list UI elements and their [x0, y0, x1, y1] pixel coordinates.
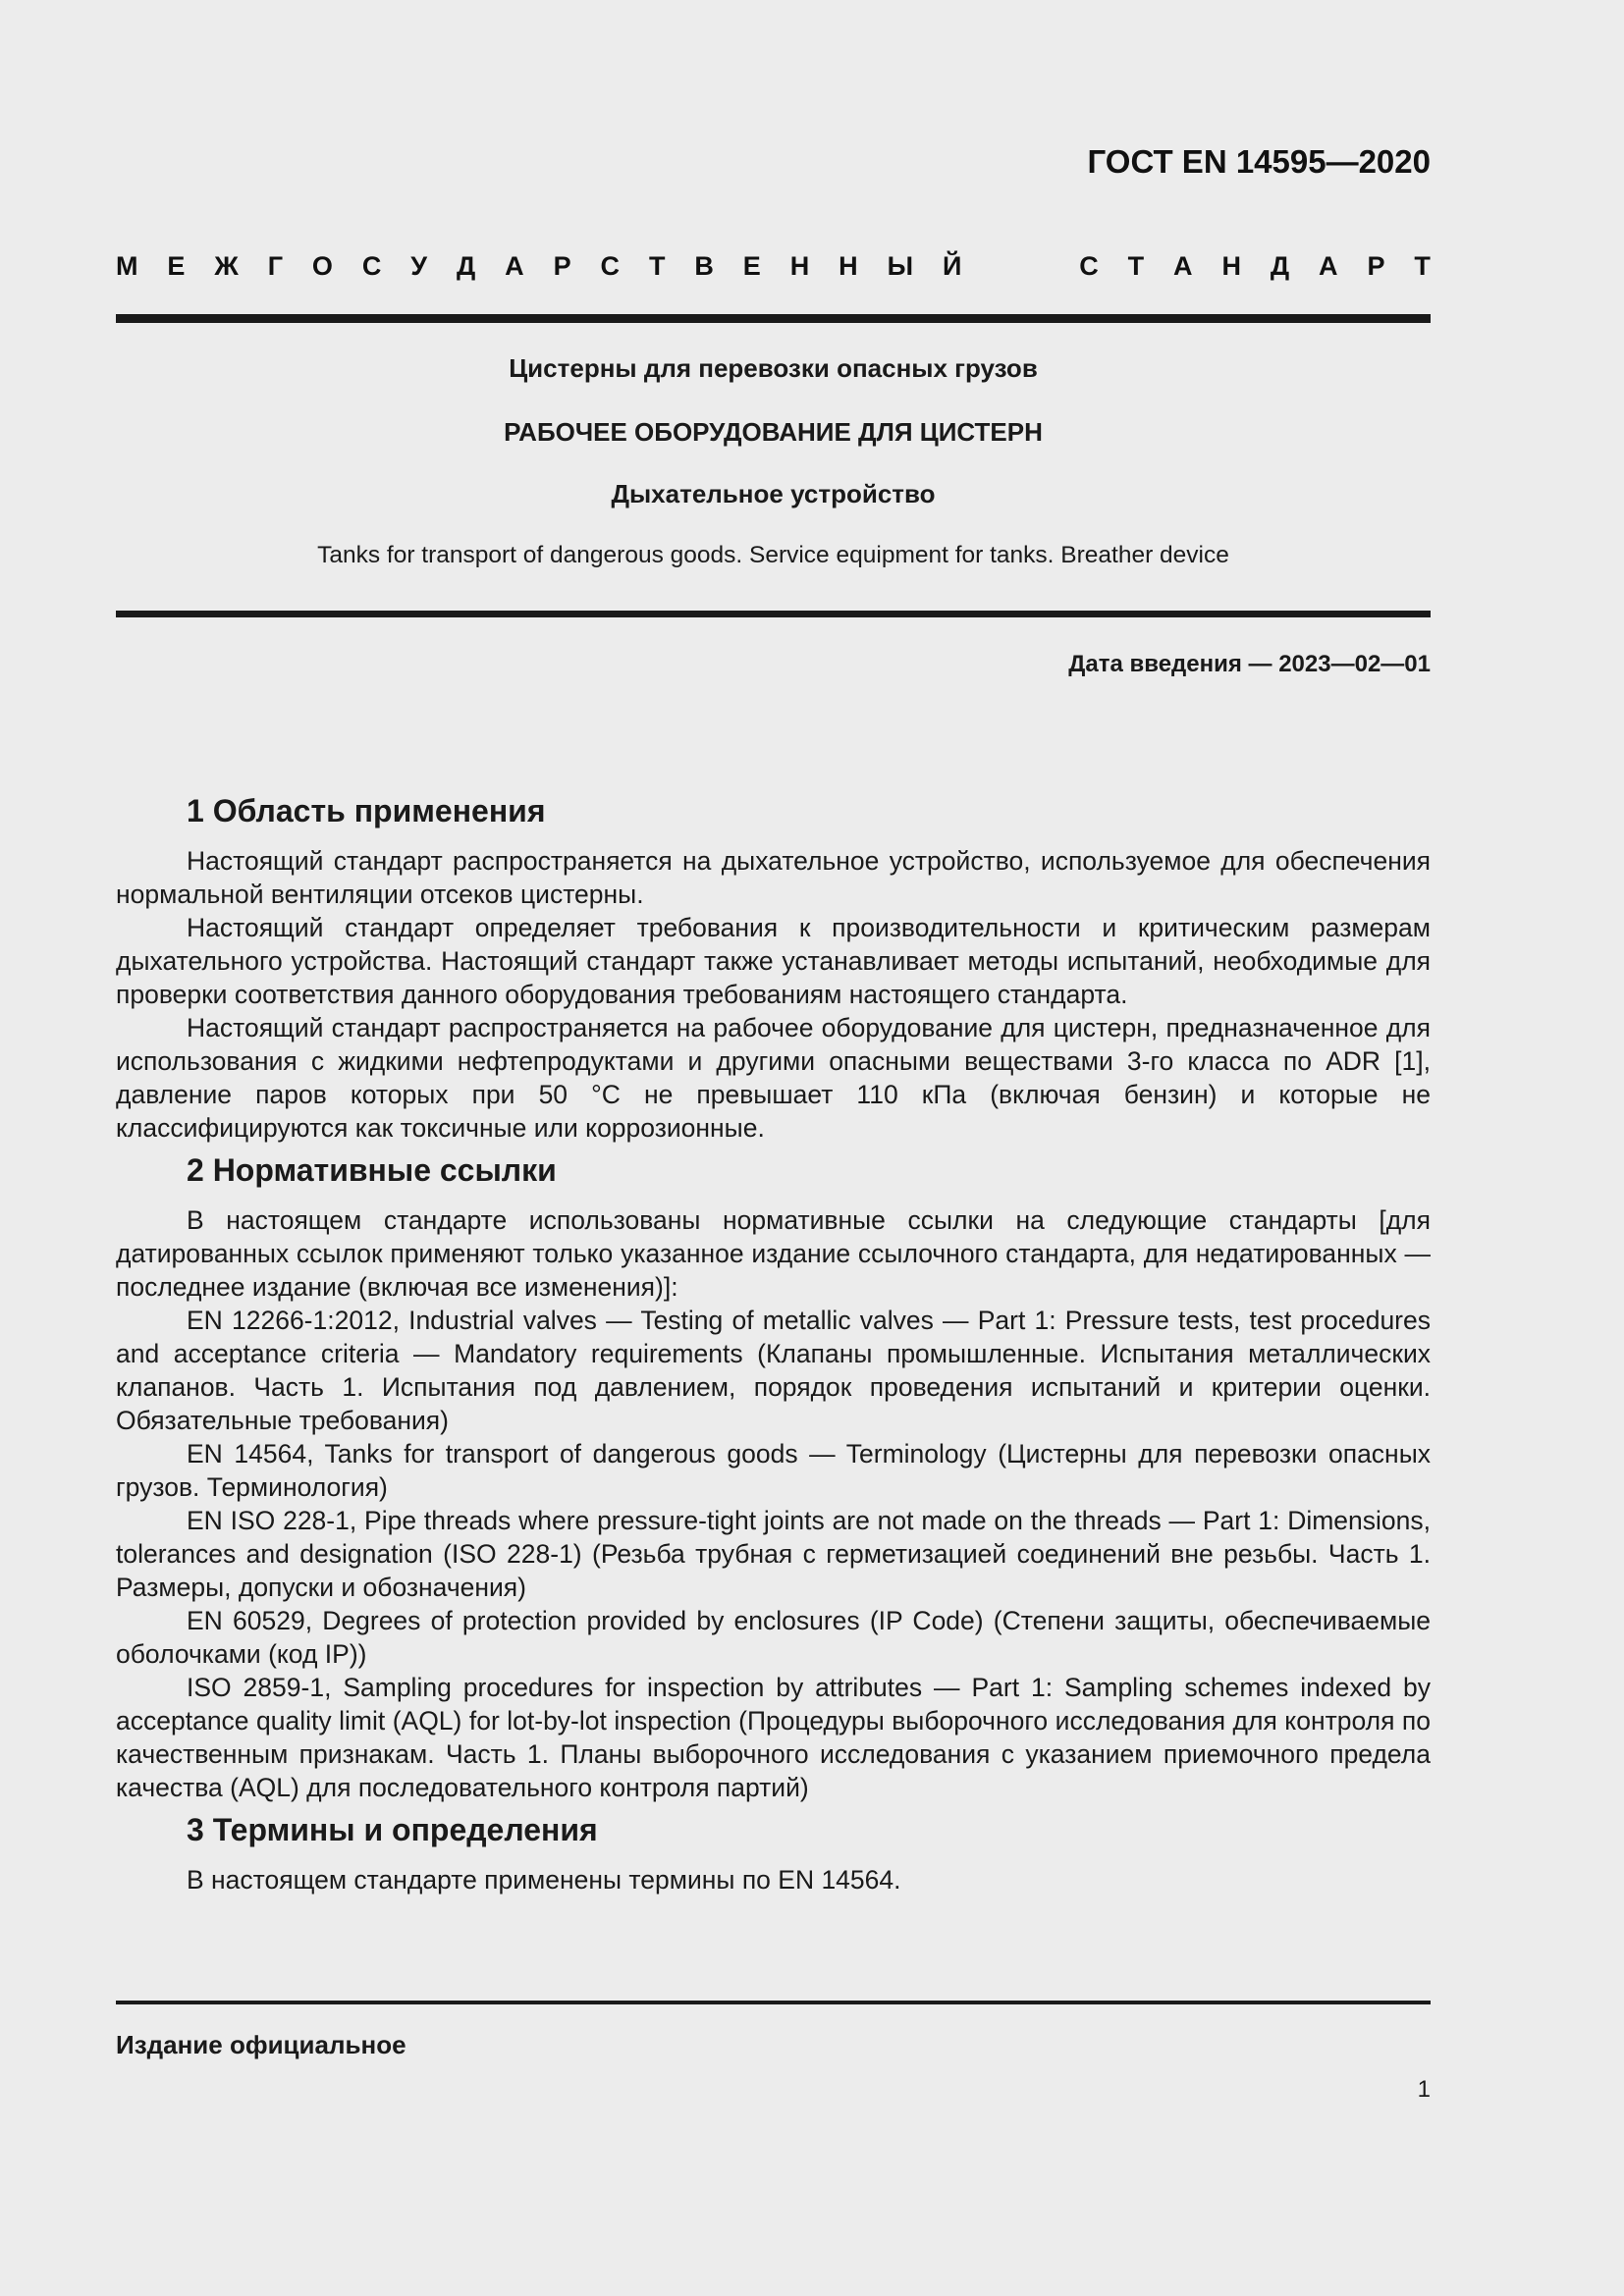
title-divider [116, 611, 1431, 617]
banner-letter: У [410, 251, 428, 281]
banner-letter: М [116, 251, 138, 281]
banner-letter: Д [1270, 251, 1290, 281]
section-heading: 2 Нормативные ссылки [187, 1152, 557, 1188]
banner-letter: Г [267, 251, 283, 281]
banner-letter: С [600, 251, 621, 281]
banner-letter: Н [839, 251, 858, 281]
english-title: Tanks for transport of dangerous goods. Service equipment for tanks. Breather device [317, 542, 1229, 568]
paragraph: В настоящем стандарте применены термины по EN 14564. [187, 1865, 901, 1895]
paragraph: Настоящий стандарт определяет требования к производительности и критическим размерам дыхательного устройства. Настоящий стандарт также устанавливает методы испытаний, необходимые для проверки соответствия данного оборудования требованиям настоящего стандарта. [116, 913, 1431, 1009]
banner-letter: В [694, 251, 714, 281]
document-number: ГОСТ EN 14595—2020 [1087, 143, 1431, 180]
title-line-1: Цистерны для перевозки опасных грузов [509, 353, 1038, 383]
section-heading: 1 Область применения [187, 793, 546, 828]
banner-letter: Р [553, 251, 571, 281]
banner-letter: О [311, 251, 333, 281]
title-line-2: РАБОЧЕЕ ОБОРУДОВАНИЕ ДЛЯ ЦИСТЕРН [504, 417, 1043, 447]
banner-letter: Т [648, 251, 666, 281]
introduction-date: Дата введения — 2023—02—01 [1068, 651, 1431, 677]
reference-item: EN ISO 228-1, Pipe threads where pressure-tight joints are not made on the threads — Part 1: Dimensions, tolerances and designation (ISO 228-1) (Резьба трубная с герметизацией соединений вне резьбы. Часть 1. Размеры, допуски и обозначения) [116, 1506, 1431, 1602]
official-edition-label: Издание официальное [116, 2030, 406, 2059]
document-body [116, 785, 1431, 1896]
banner-letter: Е [742, 251, 761, 281]
banner-letter: Р [1367, 251, 1385, 281]
title-line-3: Дыхательное устройство [611, 479, 936, 508]
banner-letter: Ж [214, 251, 239, 281]
paragraph: Настоящий стандарт распространяется на дыхательное устройство, используемое для обеспечения нормальной вентиляции отсеков цистерны. [116, 846, 1431, 909]
paragraph: Настоящий стандарт распространяется на рабочее оборудование для цистерн, предназначенное для использования с жидкими нефтепродуктами и другими опасными веществами 3-го класса по ADR [1], давление паров которых при 50 °С не превышает 110 кПа (включая бензин) и которые не классифицируются как токсичные или коррозионные. [116, 1013, 1431, 1143]
banner-letter: Е [167, 251, 186, 281]
banner-word-gap [991, 251, 1050, 282]
banner-letter: А [505, 251, 524, 281]
banner-letter: С [361, 251, 382, 281]
page-number: 1 [1417, 2076, 1431, 2103]
section-heading: 3 Термины и определения [187, 1812, 598, 1847]
interstate-standard-banner [116, 251, 1431, 282]
paragraph: В настоящем стандарте использованы нормативные ссылки на следующие стандарты [для датированных ссылок применяют только указанное издание ссылочного стандарта, для недатированных — последнее издание (включая все изменения)]: [116, 1205, 1431, 1302]
reference-item: EN 12266-1:2012, Industrial valves — Testing of metallic valves — Part 1: Pressure tests, test procedures and acceptance criteria — Mandatory requirements (Клапаны промышленные. Испытания металлических клапанов. Часть 1. Испытания под давлением, порядок проведения испытаний и критерии оценки. Обязательные требования) [116, 1306, 1431, 1435]
banner-letter: А [1173, 251, 1193, 281]
reference-item: EN 14564, Tanks for transport of dangerous goods — Terminology (Цистерны для перевозки опасных грузов. Терминология) [116, 1439, 1431, 1502]
banner-letter: Н [789, 251, 810, 281]
footer-divider [116, 2001, 1431, 2004]
banner-letter: Н [1221, 251, 1241, 281]
banner-letter: Т [1414, 251, 1431, 281]
banner-letter: Й [942, 251, 962, 281]
reference-item: ISO 2859-1, Sampling procedures for inspection by attributes — Part 1: Sampling schemes indexed by acceptance quality limit (AQL) for lot-by-lot inspection (Процедуры выборочного исследования для контроля по качественным признакам. Часть 1. Планы выборочного исследования с указанием приемочного предела качества (AQL) для последовательного контроля партий) [116, 1673, 1431, 1802]
header-divider [116, 314, 1431, 323]
banner-letter: Т [1127, 251, 1145, 281]
banner-letter: С [1079, 251, 1099, 281]
reference-item: EN 60529, Degrees of protection provided by enclosures (IP Code) (Степени защиты, обеспечиваемые оболочками (код IP)) [116, 1606, 1431, 1669]
banner-letter: Ы [887, 251, 914, 281]
banner-letter: А [1319, 251, 1338, 281]
banner-letter: Д [457, 251, 476, 281]
